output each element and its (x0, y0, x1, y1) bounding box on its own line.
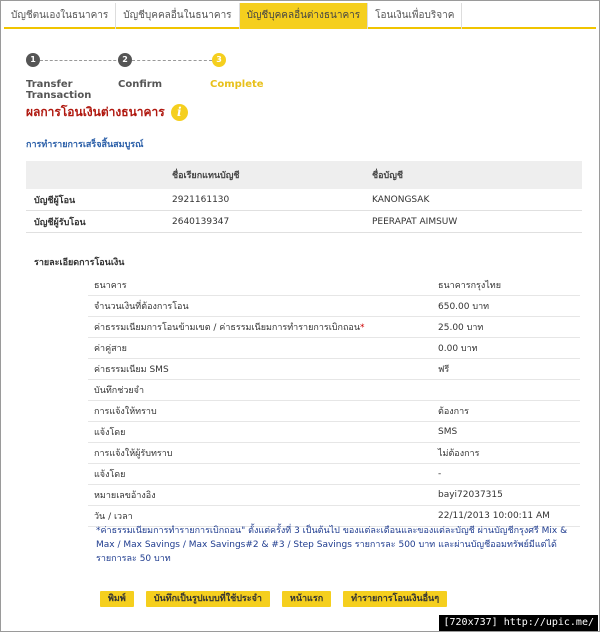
detail-label: การแจ้งให้ทราบ (94, 407, 157, 417)
step-2-label: Confirm (118, 79, 163, 90)
table-row (88, 422, 580, 443)
detail-value: ไม่ต้องการ (438, 449, 480, 459)
detail-label: แจ้งโดย (94, 470, 126, 480)
save-template-button[interactable]: บันทึกเป็นรูปแบบที่ใช้ประจำ (146, 591, 270, 607)
table-row (88, 359, 580, 380)
required-mark: * (359, 323, 365, 333)
table-row (88, 464, 580, 485)
stepper-connector (40, 60, 126, 61)
details-table (88, 275, 580, 527)
tab-donation[interactable]: โอนเงินเพื่อบริจาค (368, 3, 462, 29)
detail-label: ค่าธรรมเนียม SMS (94, 365, 169, 375)
step-1-circle: 1 (26, 53, 40, 67)
table-row (88, 401, 580, 422)
detail-value: 650.00 บาท (438, 302, 490, 312)
row-label: บัญชีผู้รับโอน (34, 217, 86, 228)
detail-value: 22/11/2013 10:00:11 AM (438, 511, 550, 521)
transfer-tabs (4, 3, 596, 29)
print-button[interactable]: พิมพ์ (100, 591, 134, 607)
table-row (26, 189, 582, 211)
detail-value: - (438, 469, 442, 479)
step-3-circle: 3 (212, 53, 226, 67)
table-row (88, 275, 580, 296)
account-number: 2640139347 (172, 216, 230, 227)
table-row (88, 380, 580, 401)
table-row (88, 317, 580, 338)
watermark: [720x737] http://upic.me/ (439, 615, 598, 631)
detail-value: 25.00 บาท (438, 323, 484, 333)
accounts-table (26, 161, 582, 233)
table-row (88, 485, 580, 506)
header-cell: ชื่อบัญชี (372, 171, 404, 181)
detail-label: บันทึกช่วยจำ (94, 386, 145, 396)
tab-other-account-other-bank[interactable]: บัญชีบุคคลอื่นต่างธนาคาร (240, 3, 369, 29)
detail-value: ธนาคารกรุงไทย (438, 281, 502, 291)
new-transfer-button[interactable]: ทำรายการโอนเงินอื่นๆ (343, 591, 447, 607)
detail-value: ฟรี (438, 365, 450, 375)
action-buttons (100, 591, 459, 607)
detail-value: 0.00 บาท (438, 344, 478, 354)
detail-label (88, 320, 438, 334)
details-heading: รายละเอียดการโอนเงิน (34, 258, 125, 268)
table-row (88, 338, 580, 359)
success-message: การทำรายการเสร็จสิ้นสมบูรณ์ (26, 140, 144, 150)
page-title (26, 103, 188, 122)
step-1-label: Transfer Transaction (26, 79, 92, 101)
progress-stepper (26, 50, 264, 101)
accounts-table-header (26, 161, 582, 189)
account-name: PEERAPAT AIMSUW (372, 216, 458, 227)
table-row (88, 443, 580, 464)
info-icon[interactable]: i (171, 104, 188, 121)
detail-label: หมายเลขอ้างอิง (94, 491, 156, 501)
page-title-text: ผลการโอนเงินต่างธนาคาร (26, 105, 165, 119)
detail-label: แจ้งโดย (94, 428, 126, 438)
detail-label: การแจ้งให้ผู้รับทราบ (94, 449, 173, 459)
row-label: บัญชีผู้โอน (34, 195, 76, 206)
table-row (88, 296, 580, 317)
detail-label: วัน / เวลา (94, 512, 133, 522)
header-cell: ชื่อเรียกแทนบัญชี (172, 171, 240, 181)
stepper-connector (132, 60, 212, 61)
step-3-label: Complete (210, 79, 264, 90)
step-2-circle: 2 (118, 53, 132, 67)
tab-own-account[interactable]: บัญชีตนเองในธนาคาร (4, 3, 116, 29)
detail-label-text: ค่าธรรมเนียมการโอนข้ามเขต / ค่าธรรมเนียมการทำรายการเบิกถอน (94, 323, 360, 333)
fee-note: *ค่าธรรมเนียมการทำรายการเบิกถอน" ตั้งแต่ครั้งที่ 3 เป็นต้นไป ของแต่ละเดือนและของแต่ละบัญชี ผ่านบัญชีกรุงศรี Mix & Max / Max Savings / Max Savings#2 & #3 / Step Savings รายการละ 500 บาท และผ่านบัญชีออมทรัพย์มีแต่ได้ รายการละ 50 บาท (96, 526, 568, 564)
detail-value: bayi72037315 (438, 490, 503, 500)
table-row (26, 211, 582, 233)
detail-label: จำนวนเงินที่ต้องการโอน (94, 302, 189, 312)
account-name: KANONGSAK (372, 194, 430, 205)
detail-label: ธนาคาร (94, 281, 127, 291)
page (4, 3, 596, 613)
account-number: 2921161130 (172, 194, 230, 205)
detail-label: ค่าคู่สาย (94, 344, 127, 354)
home-button[interactable]: หน้าแรก (282, 591, 331, 607)
detail-value: ต้องการ (438, 407, 469, 417)
detail-value: SMS (438, 427, 458, 437)
tab-other-account-same-bank[interactable]: บัญชีบุคคลอื่นในธนาคาร (116, 3, 239, 29)
